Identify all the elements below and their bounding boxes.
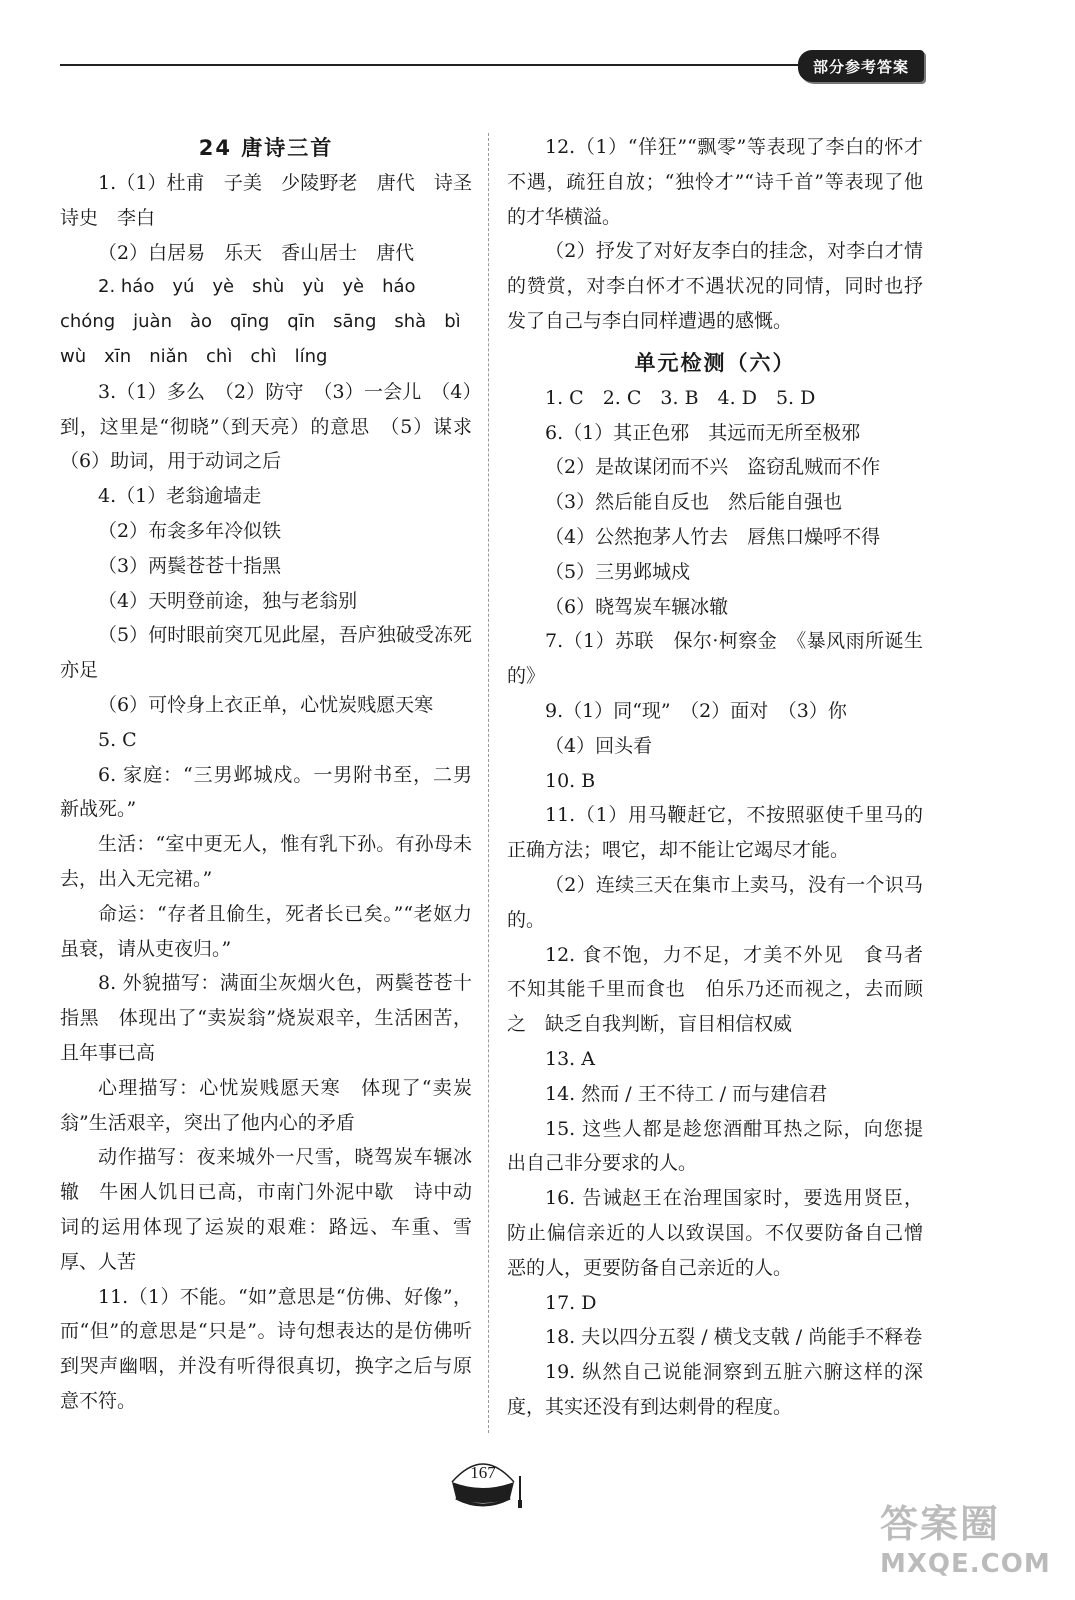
watermark-logo (880, 1500, 1060, 1590)
answer-line: （2）布衾多年冷似铁 (98, 519, 282, 542)
answer-line: 11.（1）不能。“如”意思是“仿佛、好像”，而“但”的意思是“只是”。诗句想表达的是仿佛听到哭声幽咽，并没有听得很真切，换字之后与原意不符。 (60, 1285, 472, 1412)
answer-line: （4）天明登前途，独与老翁别 (98, 589, 358, 612)
header-rule (60, 64, 800, 66)
answer-line: 17. D (545, 1291, 597, 1314)
answer-line: 心理描写：心忧炭贱愿天寒 体现了“卖炭翁”生活艰辛，突出了他内心的矛盾 (60, 1076, 472, 1134)
answer-line: 13. A (545, 1047, 595, 1070)
page-number: 167 (470, 1463, 496, 1482)
answer-line: 12.（1）“佯狂”“飘零”等表现了李白的怀才不遇，疏狂自放；“独怜才”“诗千首”等表现了他的才华横溢。 (507, 136, 923, 228)
answer-line: （5）何时眼前突兀见此屋，吾庐独破受冻死亦足 (60, 624, 472, 682)
watermark-text-cn: 答案圈 (880, 1502, 1001, 1546)
answer-line: （3）然后能自反也 然后能自强也 (545, 491, 843, 514)
page-footer (448, 1462, 538, 1522)
answer-line: （3）两鬓苍苍十指黑 (98, 554, 282, 577)
answer-line: 4.（1）老翁逾墙走 (98, 485, 262, 508)
answer-line: 11.（1）用马鞭赶它，不按照驱使千里马的正确方法；喂它，却不能让它竭尽才能。 (507, 804, 923, 862)
answer-line: 10. B (545, 769, 596, 792)
answer-line: 16. 告诫赵王在治理国家时，要选用贤臣，防止偏信亲近的人以致误国。不仅要防备自己憎恶的人，更要防备自己亲近的人。 (507, 1187, 923, 1279)
pinyin-line: chóng juàn ào qīng qīn sāng shà bì (60, 311, 461, 333)
answer-line: （6）可怜身上衣正单，心忧炭贱愿天寒 (98, 693, 434, 716)
answer-line: 3.（1）多么 （2）防守 （3）一会儿 （4）到，这里是“彻晓”（到天亮）的意思 （5）谋求 （6）助词，用于动词之后 (60, 380, 492, 473)
answer-line: 8. 外貌描写：满面尘灰烟火色，两鬓苍苍十指黑 体现出了“卖炭翁”烧炭艰辛，生活困苦，且年事已高 (60, 972, 472, 1064)
answer-line: （5）三男邺城戍 (545, 560, 691, 583)
answer-line: 6.（1）其正色邪 其远而无所至极邪 (545, 421, 861, 444)
answer-line: 动作描写：夜来城外一尺雪，晓驾炭车辗冰辙 牛困人饥日已高，市南门外泥中歇 诗中动词的运用体现了运炭的艰难：路远、车重、雪厚、人苦 (60, 1146, 472, 1273)
answer-line: 5. C (98, 728, 137, 751)
answer-line: （2）抒发了对好友李白的挂念，对李白才情的赞赏，对李白怀才不遇状况的同情，同时也抒发了自己与李白同样遭遇的感慨。 (507, 240, 923, 332)
answer-line: （2）连续三天在集市上卖马，没有一个识马的。 (507, 873, 923, 931)
answer-line: 1. C 2. C 3. B 4. D 5. D (545, 386, 816, 409)
right-column (507, 130, 923, 1425)
watermark-text-en: MXQE.COM (880, 1549, 1051, 1579)
answer-line: 生活：“室中更无人，惟有乳下孙。有孙母未去，出入无完裙。” (60, 833, 472, 890)
unit-test-title: 单元检测（六） (634, 350, 796, 375)
pinyin-line: 2. háo yú yè shù yù yè háo (98, 276, 416, 298)
answer-line: 12. 食不饱，力不足，才美不外见 食马者不知其能千里而食也 伯乐乃还而视之，去而顾之 缺乏自我判断，盲目相信权威 (507, 943, 923, 1036)
left-column (60, 130, 492, 1419)
lesson-title: 24 唐诗三首 (198, 136, 334, 160)
column-divider (488, 133, 490, 1433)
pinyin-line: wù xīn niǎn chì chì líng (60, 345, 328, 367)
answer-line: 7.（1）苏联 保尔·柯察金 《暴风雨所诞生的》 (507, 630, 923, 688)
answer-line: 19. 纵然自己说能洞察到五脏六腑这样的深度，其实还没有到达刺骨的程度。 (507, 1361, 923, 1418)
answer-line: （6）晓驾炭车辗冰辙 (545, 595, 729, 618)
answer-line: （2）是故谋闭而不兴 盗窃乱贼而不作 (545, 456, 881, 479)
answer-line: 1.（1）杜甫 子美 少陵野老 唐代 诗圣 诗史 李白 (60, 172, 492, 229)
answer-line: 命运：“存者且偷生，死者长已矣。”“老妪力虽衰，请从吏夜归。” (60, 902, 472, 960)
answer-line: 6. 家庭：“三男邺城戍。一男附书至，二男新战死。” (60, 763, 472, 821)
answer-line: 18. 夫以四分五裂 / 横戈支戟 / 尚能手不释卷 (545, 1326, 923, 1349)
answer-line: 14. 然而 / 王不待工 / 而与建信君 (545, 1082, 828, 1105)
answer-line: 15. 这些人都是趁您酒酣耳热之际，向您提出自己非分要求的人。 (507, 1117, 923, 1175)
answer-line: 9.（1）同“现” （2）面对 （3）你 (545, 699, 847, 722)
section-tab: 部分参考答案 (798, 50, 924, 82)
answer-line: （4）回头看 (545, 734, 653, 757)
answer-line: （4）公然抱茅人竹去 唇焦口燥呼不得 (545, 525, 881, 548)
answer-line: （2）白居易 乐天 香山居士 唐代 (98, 241, 415, 264)
